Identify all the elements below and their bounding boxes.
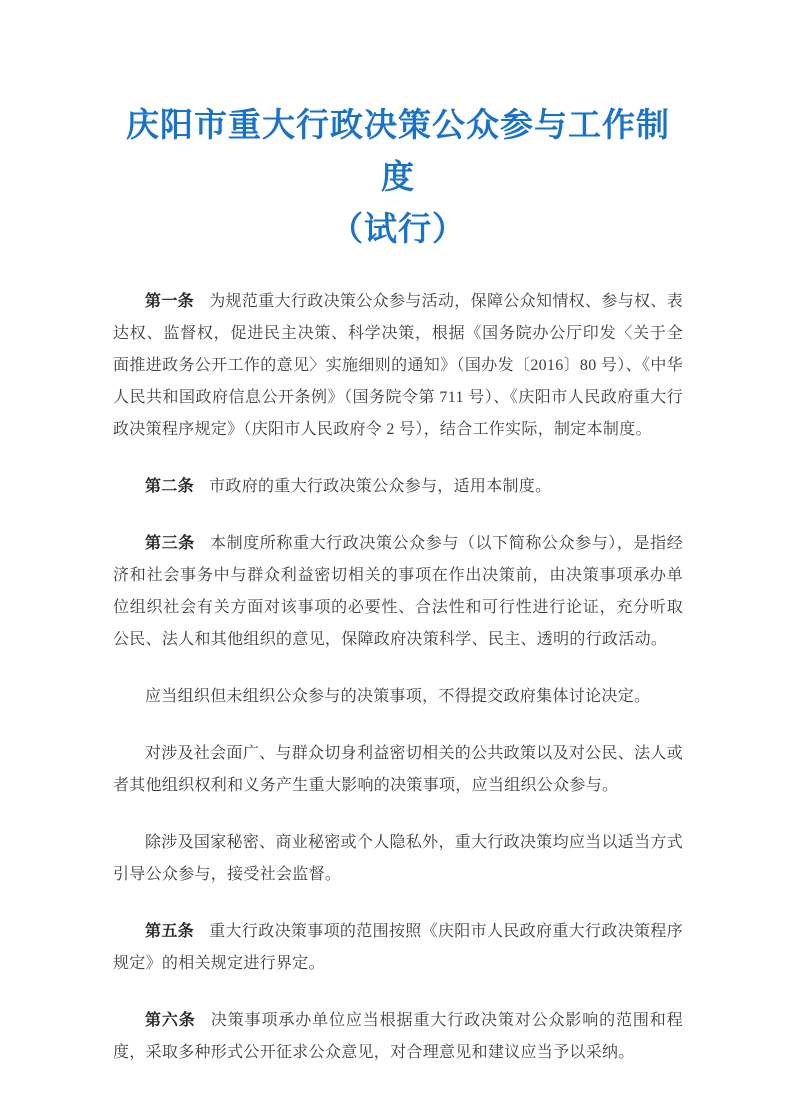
document-title-line-1: 庆阳市重大行政决策公众参与工作制度 [126,108,670,196]
paragraph [113,827,683,891]
paragraph [113,1005,683,1069]
document-title-line-2: （试行） [330,212,466,248]
article-number: 第六条 [145,1012,196,1029]
document-title [113,100,683,256]
paragraph [113,916,683,980]
paragraph-text: 本制度所称重大行政决策公众参与（以下简称公众参与），是指经济和社会事务中与群众利益密切相关的事项在作出决策前，由决策事项承办单位组织社会有关方面对该事项的必要性、合法性和可行性进行论证，充分听取公民、法人和其他组织的意见，保障政府决策科学、民主、透明的行政活动。 [113,535,683,648]
paragraph [113,528,683,656]
document-body [113,286,683,1069]
paragraph [113,738,683,802]
article-number: 第三条 [145,535,195,552]
paragraph-text: 应当组织但未组织公众参与的决策事项，不得提交政府集体讨论决定。 [145,688,651,705]
paragraph-text: 市政府的重大行政决策公众参与，适用本制度。 [209,478,552,495]
paragraph-text: 重大行政决策事项的范围按照《庆阳市人民政府重大行政决策程序规定》的相关规定进行界定。 [113,923,684,972]
article-number: 第五条 [145,923,195,940]
paragraph [113,471,683,503]
article-number: 第一条 [145,293,195,310]
paragraph-text: 决策事项承办单位应当根据重大行政决策对公众影响的范围和程度，采取多种形式公开征求公众意见，对合理意见和建议应当予以采纳。 [113,1012,683,1061]
paragraph-text: 除涉及国家秘密、商业秘密或个人隐私外，重大行政决策均应当以适当方式引导公众参与，接受社会监督。 [113,834,683,883]
paragraph-text: 对涉及社会面广、与群众切身利益密切相关的公共政策以及对公民、法人或者其他组织权利和义务产生重大影响的决策事项，应当组织公众参与。 [113,745,683,794]
paragraph-text: 为规范重大行政决策公众参与活动，保障公众知情权、参与权、表达权、监督权，促进民主决策、科学决策，根据《国务院办公厅印发〈关于全面推进政务公开工作的意见〉实施细则的通知》（国办发〔2016〕80 号）、《中华人民共和国政府信息公开条例》（国务院令第 711 号）、《庆阳市人民政府重大行政决策程序规定》（庆阳市人民政府令 2 号），结合工作实际，制定本制度。 [113,293,684,438]
paragraph [113,286,683,446]
paragraph [113,681,683,713]
article-number: 第二条 [145,478,194,495]
